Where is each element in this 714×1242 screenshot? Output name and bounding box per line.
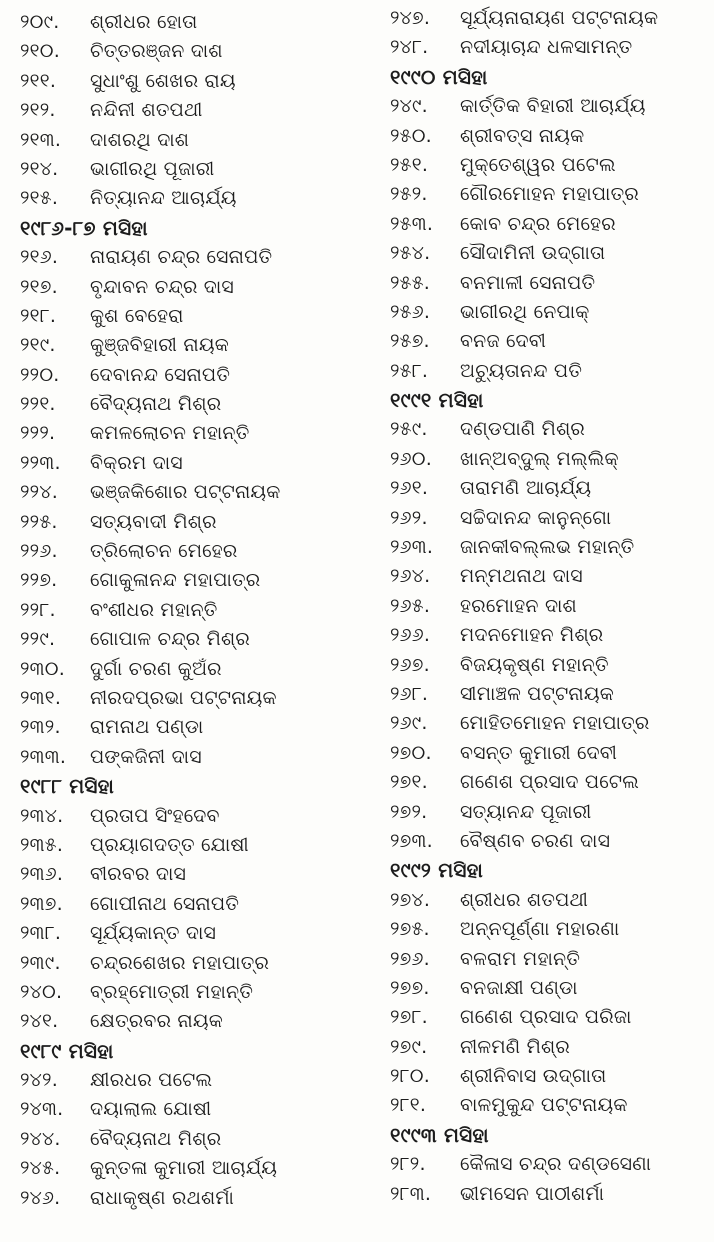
person-name: ବୀରବର ଦାସ [90,863,187,886]
item-number: ୨୭୪. [390,888,431,911]
list-item [390,122,714,151]
item-number: ୨୨୪. [20,481,58,504]
list-item [390,269,714,298]
person-name: ସୁଧାଂଶୁ ଶେଖର ରାୟ [90,69,236,92]
person-name: ସୂର୍ଯ୍ୟନାରାୟଣ ପଟ୍ଟନାୟକ [460,7,659,29]
item-number: ୨୭୬. [390,947,430,970]
person-name: ବଳରାମ ମହାନ୍ତି [460,947,581,970]
item-number: ୨୬୭. [390,653,430,676]
person-name: ଜାନକୀବଲ୍ଲଭ ମହାନ୍ତି [460,536,635,559]
list-item [390,1033,714,1062]
item-number: ୨୧୩. [20,128,62,151]
list-item [20,890,380,919]
list-item [20,684,380,713]
list-item [390,739,714,768]
list-item [20,390,380,419]
year-heading: ୧୯୮୬-୮୭ ମସିହା [20,215,148,240]
year-heading: ୧୯୯୧ ମସିହା [390,388,484,413]
item-number: ୨୦୯. [20,11,60,33]
person-name: ନାରାୟଣ ଚନ୍ଦ୍ର ସେନାପତି [90,246,273,269]
item-number: ୨୫୬. [390,300,431,323]
item-number: ୨୪୩. [20,1098,64,1121]
list-item [390,827,714,856]
person-name: ଦାଶରଥି ଦାଶ [90,128,190,151]
person-name: ଖାନ୍‌ଅବ୍‌ଦୁଲ୍ ମଲ୍ଲିକ୍ [460,447,619,470]
list-item [20,67,380,96]
item-number: ୨୧୨. [20,99,56,122]
person-name: କୁନ୍ତଳା କୁମାରୀ ଆଚାର୍ଯ୍ୟ [90,1157,278,1180]
item-number: ୨୨୯. [20,628,56,651]
item-number: ୨୮୨. [390,1153,426,1176]
person-name: କାର୍ତ୍ତିକ ବିହାରୀ ଆଚାର୍ଯ୍ୟ [460,95,646,118]
item-number: ୨୩୩. [20,745,67,768]
list-item [20,537,380,566]
item-number: ୨୬୫. [390,594,431,617]
list-item [390,1150,714,1179]
person-name: ବ୍ରହ୍ମୋତ୍ରୀ ମହାନ୍ତି [90,980,254,1003]
person-name: ପ୍ରତାପ ସିଂହଦେବ [90,804,220,827]
person-name: ସୀମାଞ୍ଚଳ ପଟ୍ଟନାୟକ [460,682,615,705]
item-number: ୨୭୩. [390,829,433,852]
list-item [20,1066,380,1095]
person-name: ଗଣେଶ ପ୍ରସାଦ ପଟେଲ [460,771,639,794]
person-name: ନନ୍ଦିନୀ ଶତପଥୀ [90,99,203,122]
item-number: ୨୫୦. [390,124,432,147]
person-name: ରାଧାକୃଷ୍ଣ ରଥଶର୍ମା [90,1186,235,1209]
person-name: ସୌଦାମିନୀ ଉଦ୍‌ଗାତା [460,242,606,265]
list-item [20,37,380,66]
item-number: ୨୬୪. [390,565,431,588]
item-number: ୨୨୨. [20,422,56,445]
item-number: ୨୩୭. [20,892,63,915]
list-item [20,508,380,537]
item-number: ୨୧୦. [20,40,60,63]
item-number: ୨୨୩. [20,451,61,474]
item-number: ୨୨୬. [20,540,58,563]
person-name: ବୃନ୍ଦାବନ ଚନ୍ଦ୍ର ଦାସ [90,275,234,298]
person-name: ଦୁର୍ଗା ଚରଣ କୁଅଁର [90,657,222,680]
person-name: ଚିତ୍ତରଞ୍ଜନ ଦାଶ [90,40,223,63]
person-name: ବିଜୟକୃଷ୍ଣ ମହାନ୍ତି [460,653,609,676]
list-item [20,8,380,37]
list-item [390,709,714,738]
item-number: ୨୨୫. [20,510,58,533]
person-name: ତ୍ରିଲୋଚନ ମେହେର [90,540,238,563]
list-item [20,655,380,684]
person-name: ଭାଗୀରଥି ନେପାକ୍ [460,300,590,323]
item-number: ୨୬୨. [390,506,428,529]
person-name: ଗୋକୁଳାନନ୍ଦ ମହାପାତ୍ର [90,569,261,592]
list-item [20,743,380,772]
item-number: ୨୪୦. [20,980,63,1003]
list-item [20,1007,380,1036]
person-name: ଭୀମସେନ ପାଠୀଶର୍ମା [460,1182,605,1205]
right-column [380,0,714,1242]
person-name: ନୀରଦପ୍ରଭା ପଟ୍ଟନାୟକ [90,686,277,709]
list-item [20,331,380,360]
item-number: ୨୪୬. [20,1186,61,1209]
list-item [390,474,714,503]
person-name: ଦଣ୍ଡପାଣି ମିଶ୍ର [460,418,586,441]
item-number: ୨୪୪. [20,1127,61,1150]
item-number: ୨୮୩. [390,1182,432,1205]
list-item [390,915,714,944]
person-name: ବନଜାକ୍ଷୀ ପଣ୍ଡା [460,976,578,999]
item-number: ୨୨୦. [20,363,60,386]
list-item [20,1184,380,1213]
person-name: ହରମୋହନ ଦାଶ [460,594,577,617]
person-name: ଅଚ୍ୟୁତାନନ୍ଦ ପତି [460,359,583,382]
person-name: ମଦନମୋହନ ମିଶ୍ର [460,624,604,647]
list-item [20,566,380,595]
item-number: ୨୫୨. [390,183,428,206]
list-item [390,445,714,474]
item-number: ୨୬୧. [390,477,429,500]
person-name: ଶ୍ରୀବତ୍ସ ନାୟକ [460,124,585,147]
person-name: ବୈଦ୍ୟନାଥ ମିଶ୍ର [90,393,222,416]
item-number: ୨୭୦. [390,741,432,764]
list-item [390,327,714,356]
list-item [390,562,714,591]
item-number: ୨୫୮. [390,359,429,382]
list-item [20,302,380,331]
item-number: ୨୭୮. [390,1006,428,1029]
item-number: ୨୪୮. [390,36,429,59]
person-name: ବନମାଳୀ ସେନାପତି [460,271,596,294]
person-name: ରାମନାଥ ପଣ୍ଡା [90,716,204,739]
list-item [390,592,714,621]
item-number: ୨୩୮. [20,922,62,945]
list-item [390,1062,714,1091]
person-name: କ୍ଷେତ୍ରବର ନାୟକ [90,1010,224,1033]
list-item [20,184,380,213]
list-item [390,357,714,386]
person-name: ମୋହିତମୋହନ ମହାପାତ୍ର [460,712,650,735]
person-name: ନୀଳମଣି ମିଶ୍ର [460,1035,570,1058]
item-number: ୨୧୪. [20,157,59,180]
person-name: ତାରାମଣି ଆଚାର୍ଯ୍ୟ [460,477,592,500]
person-name: କୈଳାସ ଚନ୍ଦ୍ର ଦଣ୍ଡସେଣା [460,1153,652,1176]
list-item [20,1125,380,1154]
item-number: ୨୭୫. [390,918,430,941]
item-number: ୨୭୧. [390,771,428,794]
list-item [390,533,714,562]
person-name: ବାଳମୁକୁନ୍ଦ ପଟ୍ଟନାୟକ [460,1094,628,1117]
list-item [390,151,714,180]
item-number: ୨୩୬. [20,863,64,886]
list-item [20,802,380,831]
person-name: ସତ୍ୟବାଦୀ ମିଶ୍ର [90,510,217,533]
person-name: ଦୟାଲାଲ ଯୋଷୀ [90,1098,212,1121]
item-number: ୨୪୯. [390,95,428,118]
list-item [390,239,714,268]
item-number: ୨୭୨. [390,800,428,823]
year-heading: ୧୯୮୯ ମସିହା [20,1038,114,1063]
list-item [390,798,714,827]
person-name: ଶ୍ରୀଧର ଶତପଥୀ [460,888,589,911]
list-item [20,713,380,742]
item-number: ୨୮୦. [390,1065,430,1088]
list-item [20,96,380,125]
item-number: ୨୩୧. [20,686,62,709]
list-item [20,243,380,272]
item-number: ୨୫୩. [390,212,434,235]
item-number: ୨୧୭. [20,275,58,298]
list-item [20,860,380,889]
person-name: କୁଞ୍ଜବିହାରୀ ନାୟକ [90,334,229,357]
person-name: ବସନ୍ତ କୁମାରୀ ଦେବୀ [460,741,618,764]
item-number: ୨୬୬. [390,624,431,647]
item-number: ୨୪୨. [20,1069,58,1092]
person-name: ଗୋପାଳ ଚନ୍ଦ୍ର ମିଶ୍ର [90,628,250,651]
list-item [20,419,380,448]
list-item [20,273,380,302]
item-number: ୨୫୭. [390,330,430,353]
person-name: ନଦୀୟାଚାନ୍ଦ ଧଳସାମନ୍ତ [460,36,633,59]
list-item [390,1180,714,1209]
item-number: ୨୫୯. [390,418,428,441]
list-item [20,831,380,860]
list-item [20,596,380,625]
list-item [20,919,380,948]
list-item [390,768,714,797]
person-name: ଗୌରମୋହନ ମହାପାତ୍ର [460,183,639,206]
person-name: ଅନ୍ନପୂର୍ଣ୍ଣା ମହାରଣା [460,918,620,941]
item-number: ୨୩୪. [20,804,64,827]
person-name: ମନ୍ମଥନାଥ ଦାସ [460,565,583,588]
item-number: ୨୨୭. [20,569,58,592]
list-item [20,155,380,184]
list-item [20,126,380,155]
person-name: ସଚ୍ଚିଦାନନ୍ଦ କାନୁନ୍‌ଗୋ [460,506,612,529]
item-number: ୨୬୩. [390,536,434,559]
person-name: ବୈଦ୍ୟନାଥ ମିଶ୍ର [90,1127,222,1150]
item-number: ୨୨୧. [20,393,56,416]
list-item [390,974,714,1003]
item-number: ୨୧୬. [20,246,59,269]
person-name: କମଳଲୋଚନ ମହାନ୍ତି [90,422,250,445]
item-number: ୨୩୯. [20,951,61,974]
item-number: ୨୩୨. [20,716,61,739]
item-number: ୨୧୫. [20,187,59,210]
list-item [390,298,714,327]
list-item [390,945,714,974]
person-name: କୋବ ଚନ୍ଦ୍ର ମେହେର [460,212,616,235]
item-number: ୨୬୦. [390,447,432,470]
list-item [390,180,714,209]
list-item [20,478,380,507]
person-name: ପ୍ରୟାଗଦତ୍ତ ଯୋଷୀ [90,833,249,856]
item-number: ୨୫୪. [390,242,431,265]
item-number: ୨୮୧. [390,1094,427,1117]
item-number: ୨୨୮. [20,598,56,621]
item-number: ୨୭୯. [390,1035,428,1058]
year-heading: ୧୯୯୨ ମସିହା [390,858,484,883]
person-name: ଭଞ୍ଜକିଶୋର ପଟ୍ଟନାୟକ [90,481,281,504]
year-heading: ୧୯୯୩ ମସିହା [390,1122,489,1147]
list-item [390,621,714,650]
list-item [390,92,714,121]
year-heading: ୧୯୯୦ ମସିହା [390,64,488,89]
item-number: ୨୬୯. [390,712,428,735]
item-number: ୨୧୯. [20,334,56,357]
person-name: ଭାଗୀରଥି ପୂଜାରୀ [90,157,215,180]
item-number: ୨୪୭. [390,7,431,29]
list-item [20,1154,380,1183]
person-name: ଗଣେଶ ପ୍ରସାଦ ପରିଜା [460,1006,632,1029]
list-item [390,886,714,915]
list-item [390,651,714,680]
list-item [20,949,380,978]
item-number: ୨୩୫. [20,833,64,856]
list-item [390,1003,714,1032]
list-item [390,33,714,62]
list-item [390,1091,714,1120]
list-item [390,415,714,444]
list-item [390,680,714,709]
person-name: ବନଜ ଦେବୀ [460,330,547,353]
person-name: ବୈଷ୍ଣବ ଚରଣ ଦାସ [460,829,611,852]
list-item [20,1095,380,1124]
list-item [20,361,380,390]
person-name: ଚନ୍ଦ୍ରଶେଖର ମହାପାତ୍ର [90,951,270,974]
item-number: ୨୪୫. [20,1157,61,1180]
list-item [20,449,380,478]
item-number: ୨୭୭. [390,976,430,999]
item-number: ୨୧୮. [20,304,57,327]
person-name: ଶ୍ରୀଧର ହୋତା [90,11,198,33]
list-item [390,504,714,533]
item-number: ୨୪୧. [20,1010,59,1033]
list-item [20,625,380,654]
item-number: ୨୧୧. [20,69,57,92]
person-name: ଗୋପୀନାଥ ସେନାପତି [90,892,240,915]
list-item [20,978,380,1007]
person-name: ଦେବାନନ୍ଦ ସେନାପତି [90,363,231,386]
person-name: ନିତ୍ୟାନନ୍ଦ ଆଚାର୍ଯ୍ୟ [90,187,237,210]
list-item [390,4,714,33]
item-number: ୨୬୮. [390,682,429,705]
year-heading: ୧୯୮୮ ମସିହା [20,774,115,799]
list-item [390,210,714,239]
item-number: ୨୫୧. [390,153,429,176]
person-name: କ୍ଷୀରଧର ପଟେଲ [90,1069,213,1092]
person-name: ବିକ୍ରମ ଦାସ [90,451,183,474]
person-name: ପଙ୍କଜିନୀ ଦାସ [90,745,202,768]
person-name: ସତ୍ୟାନନ୍ଦ ପୂଜାରୀ [460,800,592,823]
item-number: ୨୩୦. [20,657,65,680]
person-name: କୁଶ ବେହେରା [90,304,184,327]
person-name: ସୂର୍ଯ୍ୟକାନ୍ତ ଦାସ [90,922,217,945]
person-name: ବଂଶୀଧର ମହାନ୍ତି [90,598,218,621]
person-name: ଶ୍ରୀନିବାସ ଉଦ୍‌ଗାତା [460,1065,607,1088]
item-number: ୨୫୫. [390,271,431,294]
person-name: ମୁକ୍ତେଶ୍ୱର ପଟେଲ [460,153,616,176]
